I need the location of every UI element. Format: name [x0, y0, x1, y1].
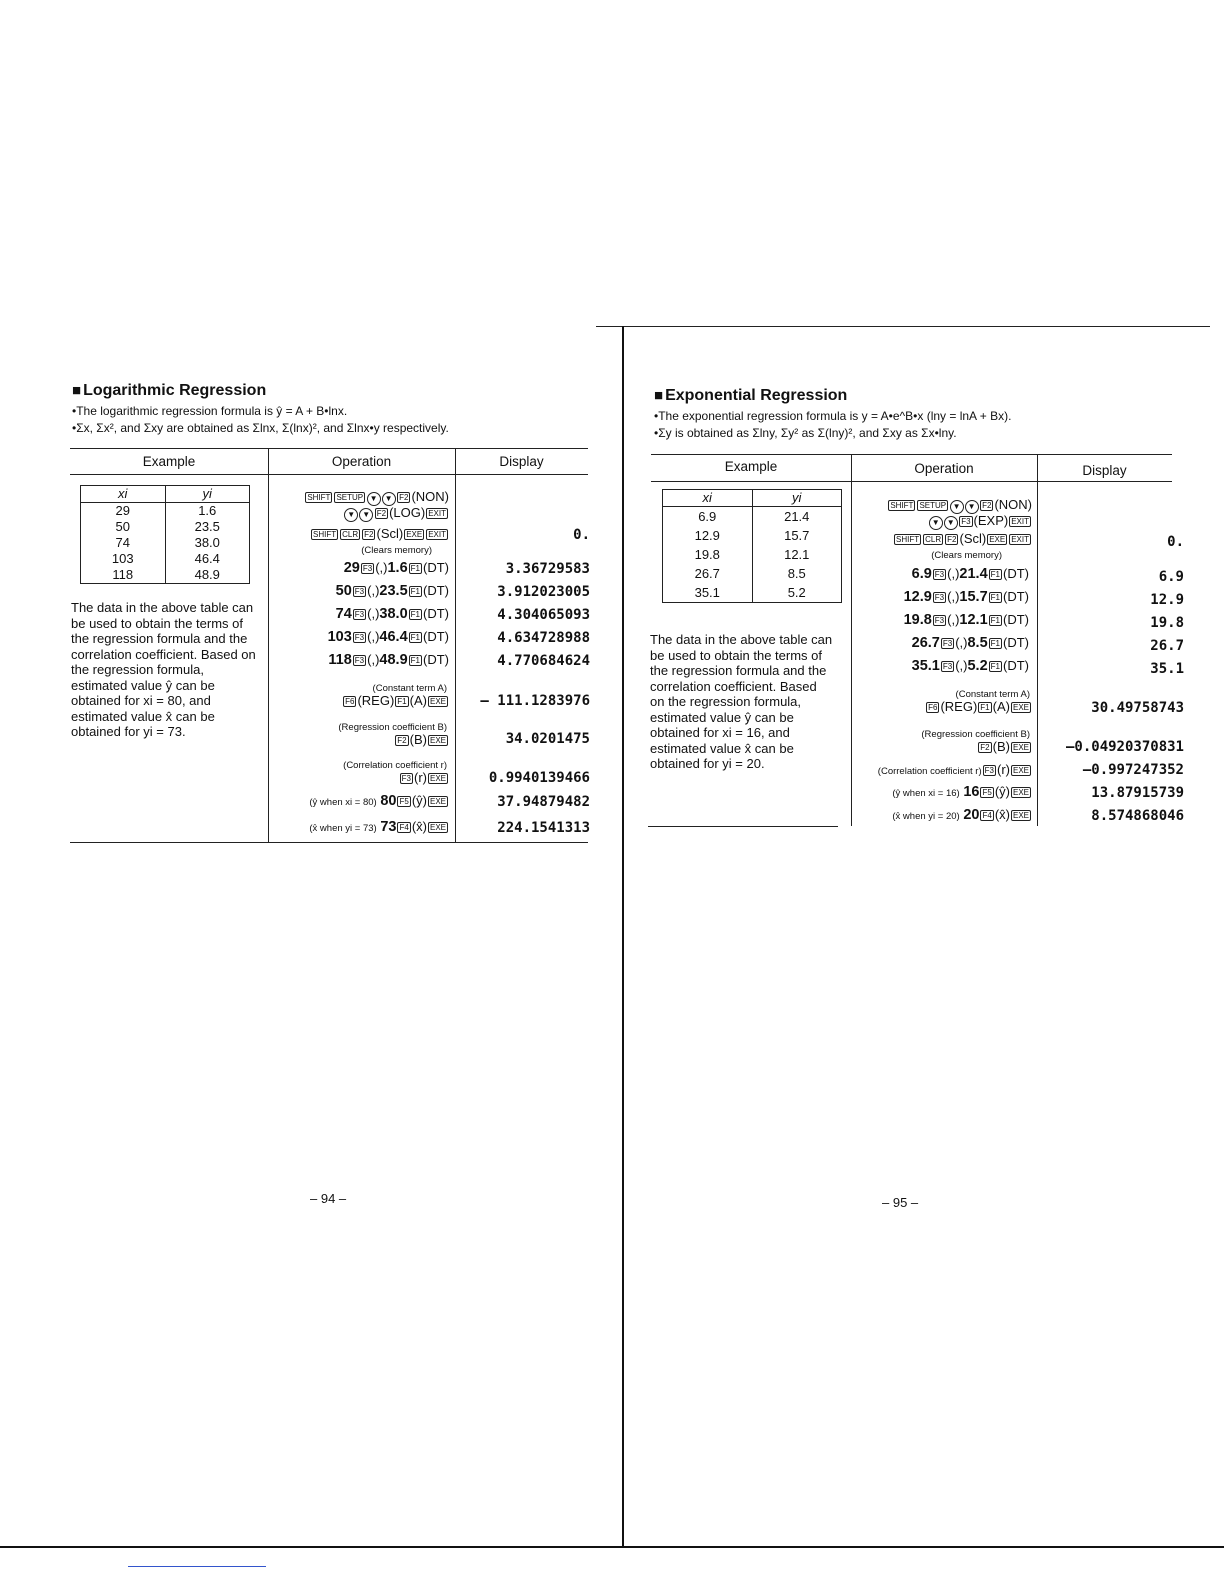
cell-x: 118	[112, 567, 134, 582]
explanation-paragraph: The data in the above table can be used to obtain the terms of the regression formula and the correlation coefficient. Based on the regression formula, estimated value ŷ can be obtained for xi = 16, and estimated value x̂ can be obtained for yi = 20.	[650, 632, 833, 771]
y-value: 48.9	[379, 652, 408, 668]
x-value: 19.8	[903, 612, 932, 628]
note-text: (x̂ when yi = 73)	[309, 823, 377, 834]
op-clear-note	[931, 546, 1002, 561]
op-data-entry	[912, 635, 1029, 651]
cell-y: 48.9	[165, 567, 250, 583]
y-value: 23.5	[379, 583, 408, 599]
shift-key: SHIFT	[313, 530, 337, 539]
note-text: (Clears memory)	[361, 545, 432, 556]
cell-y: 8.5	[752, 564, 842, 583]
page-number: – 95 –	[882, 1195, 919, 1210]
op-data-entry	[328, 652, 449, 668]
op-setup-line1	[887, 497, 1032, 514]
clr-key: CLR	[342, 530, 359, 539]
x-value: 12.9	[903, 589, 932, 605]
data-table	[80, 485, 250, 584]
dt-label: (DT)	[423, 583, 449, 598]
note-text: (Correlation coefficient r)	[343, 760, 447, 771]
cell-x: 50	[115, 519, 130, 534]
sums-bullet: •Σx, Σx², and Σxy are obtained as Σlnx, Σ(lnx)², and Σlnx•y respectively.	[72, 421, 449, 435]
y-value: 46.4	[379, 629, 408, 645]
clear-label: (Scl)	[959, 531, 987, 546]
table-row	[663, 526, 841, 545]
comma-label: (,)	[367, 652, 380, 667]
right-page	[612, 0, 1224, 1584]
cell-y: 23.5	[165, 519, 250, 535]
cell-y: 46.4	[165, 551, 250, 567]
f4-key: F4	[982, 811, 992, 820]
shift-key: SHIFT	[307, 493, 331, 502]
r-label: (r)	[996, 762, 1010, 777]
column-divider	[268, 448, 269, 842]
f3-key: F3	[354, 587, 365, 596]
column-yi: yi	[752, 490, 842, 506]
display-value: 6.9	[1158, 569, 1184, 585]
x-value: 35.1	[911, 658, 940, 674]
display-value: 26.7	[1150, 638, 1184, 654]
table-top-rule	[70, 448, 588, 449]
f2-key: F2	[397, 736, 407, 745]
f4-key: F4	[399, 823, 409, 832]
dt-label: (DT)	[423, 560, 449, 575]
f3-key: F3	[354, 656, 365, 665]
yhat-label: (ŷ)	[994, 784, 1010, 799]
cell-x: 103	[111, 551, 134, 566]
cell-x: 19.8	[694, 547, 720, 562]
f2-key: F2	[982, 501, 992, 510]
exit-key: EXIT	[1011, 517, 1029, 526]
comma-label: (,)	[367, 606, 380, 621]
exe-key: EXE	[429, 823, 446, 832]
op-setup-line2	[344, 505, 449, 522]
note-text: (Regression coefficient B)	[338, 722, 447, 733]
down-arrow-icon: ▼	[382, 492, 396, 506]
column-divider	[1037, 454, 1038, 826]
f3-key: F3	[934, 593, 945, 602]
op-note-b	[338, 718, 447, 733]
exe-key: EXE	[1012, 788, 1029, 797]
cell-x: 74	[115, 535, 130, 550]
down-arrow-icon: ▼	[929, 516, 943, 530]
display-value: 4.304065093	[497, 607, 590, 623]
cell-y: 21.4	[752, 507, 842, 526]
xhat-label: (x̂)	[411, 819, 427, 834]
f5-key: F5	[399, 797, 409, 806]
column-xi: xi	[702, 490, 712, 505]
a-label: (A)	[409, 693, 427, 708]
table-row	[81, 519, 249, 535]
x-value: 29	[343, 560, 360, 576]
comma-label: (,)	[947, 612, 960, 627]
f2-key: F2	[947, 535, 957, 544]
f6-key: F6	[345, 697, 355, 706]
data-table-header	[81, 486, 249, 503]
section-title: ■ Exponential Regression	[654, 387, 847, 405]
dt-label: (DT)	[1003, 566, 1029, 581]
header-display: Display	[499, 454, 544, 469]
display-value: 0.	[573, 527, 590, 543]
display-value: 30.49758743	[1091, 700, 1184, 716]
clr-key: CLR	[925, 535, 942, 544]
cell-x: 6.9	[698, 509, 717, 524]
section-title: ■ Logarithmic Regression	[72, 382, 266, 400]
table-row	[81, 567, 249, 583]
display-value: 4.770684624	[497, 653, 590, 669]
y-value: 12.1	[959, 612, 988, 628]
yhat-label: (ŷ)	[411, 793, 427, 808]
table-row	[81, 535, 249, 551]
x-value: 118	[328, 652, 352, 668]
note-text: (Constant term A)	[955, 689, 1030, 700]
column-divider	[455, 448, 456, 842]
note-text: (ŷ when xi = 16)	[892, 788, 960, 799]
display-value: –0.997247352	[1082, 762, 1184, 778]
cell-y: 1.6	[165, 503, 250, 519]
header-example: Example	[724, 459, 778, 474]
op-data-entry	[912, 566, 1029, 582]
setup-non-label: (NON)	[994, 497, 1032, 512]
op-data-entry	[344, 560, 449, 576]
f5-key: F5	[982, 788, 992, 797]
op-data-entry	[912, 658, 1029, 674]
f2-key: F2	[399, 493, 409, 502]
down-arrow-icon: ▼	[944, 516, 958, 530]
setup-key: SETUP	[336, 493, 364, 502]
op-clear	[310, 526, 449, 541]
op-setup-line2	[928, 513, 1032, 530]
op-clear	[893, 531, 1032, 546]
table-row	[663, 507, 841, 526]
input-value: 80	[380, 793, 397, 809]
display-value: 224.1541313	[497, 820, 590, 836]
y-value: 21.4	[959, 566, 988, 582]
f1-key: F1	[410, 610, 420, 619]
op-xhat	[892, 807, 1032, 823]
f6-key: F6	[928, 703, 938, 712]
x-value: 6.9	[911, 566, 932, 582]
display-value: 3.36729583	[505, 561, 590, 577]
f3-key: F3	[354, 633, 365, 642]
down-arrow-icon: ▼	[344, 508, 358, 522]
down-arrow-icon: ▼	[367, 492, 381, 506]
cell-x: 26.7	[694, 566, 720, 581]
table-row	[663, 583, 841, 602]
exe-key: EXE	[1012, 766, 1029, 775]
op-note-a	[373, 679, 447, 694]
exe-key: EXE	[429, 797, 446, 806]
comma-label: (,)	[947, 589, 960, 604]
comma-label: (,)	[955, 635, 968, 650]
table-bottom-rule	[648, 826, 838, 827]
table-header-rule	[70, 474, 588, 475]
cell-y: 15.7	[752, 526, 842, 545]
table-row	[663, 545, 841, 564]
x-value: 50	[335, 583, 352, 599]
data-table	[662, 489, 842, 603]
op-setup-line1	[304, 489, 449, 506]
exit-key: EXIT	[428, 530, 446, 539]
y-value: 15.7	[959, 589, 988, 605]
input-value: 16	[963, 784, 980, 800]
comma-label: (,)	[367, 629, 380, 644]
f3-key: F3	[354, 610, 365, 619]
setup-key: SETUP	[919, 501, 947, 510]
display-value: 35.1	[1150, 661, 1184, 677]
comma-label: (,)	[367, 583, 380, 598]
comma-label: (,)	[955, 658, 968, 673]
f1-key: F1	[980, 703, 990, 712]
op-yhat	[309, 793, 449, 809]
exe-key: EXE	[1012, 703, 1029, 712]
op-data-entry	[336, 606, 449, 622]
dt-label: (DT)	[1003, 612, 1029, 627]
r-label: (r)	[413, 770, 427, 785]
f1-key: F1	[410, 633, 420, 642]
note-text: (ŷ when xi = 80)	[309, 797, 377, 808]
exe-key: EXE	[1012, 811, 1029, 820]
sums-bullet: •Σy is obtained as Σlny, Σy² as Σ(lny)², and Σxy as Σx•lny.	[654, 426, 957, 440]
note-text: (Constant term A)	[372, 683, 447, 694]
exe-key: EXE	[989, 535, 1006, 544]
f2-key: F2	[980, 743, 990, 752]
f3-key: F3	[401, 774, 411, 783]
x-value: 103	[327, 629, 352, 645]
f1-key: F1	[990, 639, 1000, 648]
display-value: 3.912023005	[497, 584, 590, 600]
shift-key: SHIFT	[890, 501, 914, 510]
column-xi: xi	[118, 486, 128, 501]
f2-key: F2	[376, 509, 387, 518]
footer-link-underline	[128, 1566, 266, 1567]
display-value: –0.04920370831	[1065, 739, 1184, 755]
display-value: 37.94879482	[497, 794, 590, 810]
op-note-r	[343, 756, 447, 771]
a-label: (A)	[992, 699, 1010, 714]
y-value: 38.0	[379, 606, 408, 622]
note-text: (Regression coefficient B)	[921, 729, 1030, 740]
clear-label: (Scl)	[376, 526, 404, 541]
data-table-header	[663, 490, 841, 507]
cell-y: 38.0	[165, 535, 250, 551]
op-note-a	[956, 685, 1030, 700]
comma-label: (,)	[947, 566, 960, 581]
op-const-a	[342, 693, 449, 708]
op-corr-r	[399, 770, 449, 785]
cell-x: 35.1	[694, 585, 720, 600]
comma-label: (,)	[375, 560, 388, 575]
op-coef-b	[394, 732, 449, 747]
f3-key: F3	[942, 662, 953, 671]
dt-label: (DT)	[1003, 589, 1029, 604]
dt-label: (DT)	[423, 652, 449, 667]
formula-bullet: •The exponential regression formula is y = A•e^B•x (lny = lnA + Bx).	[654, 409, 1012, 423]
op-clear-note	[361, 541, 432, 556]
op-corr-r	[878, 762, 1032, 777]
page-number: – 94 –	[310, 1191, 347, 1206]
dt-label: (DT)	[423, 629, 449, 644]
exe-key: EXE	[1012, 743, 1029, 752]
shift-key: SHIFT	[896, 535, 920, 544]
cell-y: 12.1	[752, 545, 842, 564]
exe-key: EXE	[429, 736, 446, 745]
table-row	[81, 503, 249, 519]
note-text: (Correlation coefficient r)	[877, 766, 982, 777]
down-arrow-icon: ▼	[965, 500, 979, 514]
y-value: 1.6	[387, 560, 408, 576]
header-display: Display	[1082, 463, 1127, 478]
dt-label: (DT)	[1003, 658, 1029, 673]
op-data-entry	[336, 583, 449, 599]
down-arrow-icon: ▼	[359, 508, 373, 522]
x-value: 74	[335, 606, 352, 622]
f3-key: F3	[942, 639, 953, 648]
down-arrow-icon: ▼	[950, 500, 964, 514]
display-value: 34.0201475	[505, 731, 590, 747]
table-top-rule	[651, 454, 1172, 455]
input-value: 20	[963, 807, 980, 823]
op-xhat	[309, 819, 449, 835]
input-value: 73	[380, 819, 397, 835]
b-label: (B)	[409, 732, 427, 747]
display-value: 13.87915739	[1091, 785, 1184, 801]
column-yi: yi	[165, 486, 250, 502]
op-note-b	[921, 725, 1030, 740]
op-const-a	[925, 699, 1032, 714]
display-value: 4.634728988	[497, 630, 590, 646]
op-data-entry	[328, 629, 449, 645]
f1-key: F1	[410, 656, 420, 665]
f1-key: F1	[990, 593, 1000, 602]
f2-key: F2	[364, 530, 374, 539]
header-operation: Operation	[331, 454, 392, 469]
cell-y: 5.2	[752, 583, 842, 602]
f3-key: F3	[362, 564, 373, 573]
f3-key: F3	[984, 766, 994, 775]
reg-label: (REG)	[357, 693, 395, 708]
table-bottom-rule	[70, 842, 588, 843]
f3-key: F3	[934, 616, 945, 625]
op-data-entry	[904, 612, 1029, 628]
display-value: 19.8	[1150, 615, 1184, 631]
display-value: 8.574868046	[1091, 808, 1184, 824]
exe-key: EXE	[406, 530, 423, 539]
table-header-rule	[651, 481, 1172, 482]
xhat-label: (x̂)	[994, 807, 1010, 822]
table-row	[663, 564, 841, 583]
note-text: (Clears memory)	[931, 550, 1002, 561]
display-value: 12.9	[1150, 592, 1184, 608]
x-value: 26.7	[911, 635, 940, 651]
note-text: (x̂ when yi = 20)	[892, 811, 960, 822]
op-coef-b	[977, 739, 1032, 754]
exit-key: EXIT	[428, 509, 446, 518]
f1-key: F1	[990, 662, 1000, 671]
column-divider	[851, 454, 852, 826]
exit-key: EXIT	[1011, 535, 1029, 544]
op-yhat	[892, 784, 1032, 800]
display-value: 0.	[1167, 534, 1184, 550]
exe-key: EXE	[429, 774, 446, 783]
f1-key: F1	[990, 570, 1000, 579]
header-operation: Operation	[914, 461, 974, 476]
formula-bullet: •The logarithmic regression formula is ŷ = A + B•lnx.	[72, 404, 348, 418]
f3-key: F3	[934, 570, 945, 579]
y-value: 8.5	[967, 635, 988, 651]
exe-key: EXE	[429, 697, 446, 706]
cell-x: 12.9	[694, 528, 720, 543]
setup-exp-label: (EXP)	[973, 513, 1009, 528]
table-row	[81, 551, 249, 567]
display-value: 0.9940139466	[488, 770, 590, 786]
header-example: Example	[142, 454, 196, 469]
setup-non-label: (NON)	[411, 489, 449, 504]
f3-key: F3	[961, 517, 971, 526]
y-value: 5.2	[967, 658, 988, 674]
dt-label: (DT)	[423, 606, 449, 621]
f1-key: F1	[410, 587, 420, 596]
f1-key: F1	[410, 564, 420, 573]
reg-label: (REG)	[940, 699, 978, 714]
display-value: – 111.1283976	[480, 693, 590, 709]
b-label: (B)	[992, 739, 1010, 754]
f1-key: F1	[397, 697, 407, 706]
op-data-entry	[904, 589, 1029, 605]
dt-label: (DT)	[1003, 635, 1029, 650]
cell-x: 29	[115, 503, 130, 518]
setup-log-label: (LOG)	[389, 505, 426, 520]
f1-key: F1	[990, 616, 1000, 625]
explanation-paragraph: The data in the above table can be used to obtain the terms of the regression formula and the correlation coefficient. Based on the regression formula, estimated value ŷ can be obtained for xi = 80, and estimated value x̂ can be obtained for yi = 73.	[71, 600, 256, 739]
